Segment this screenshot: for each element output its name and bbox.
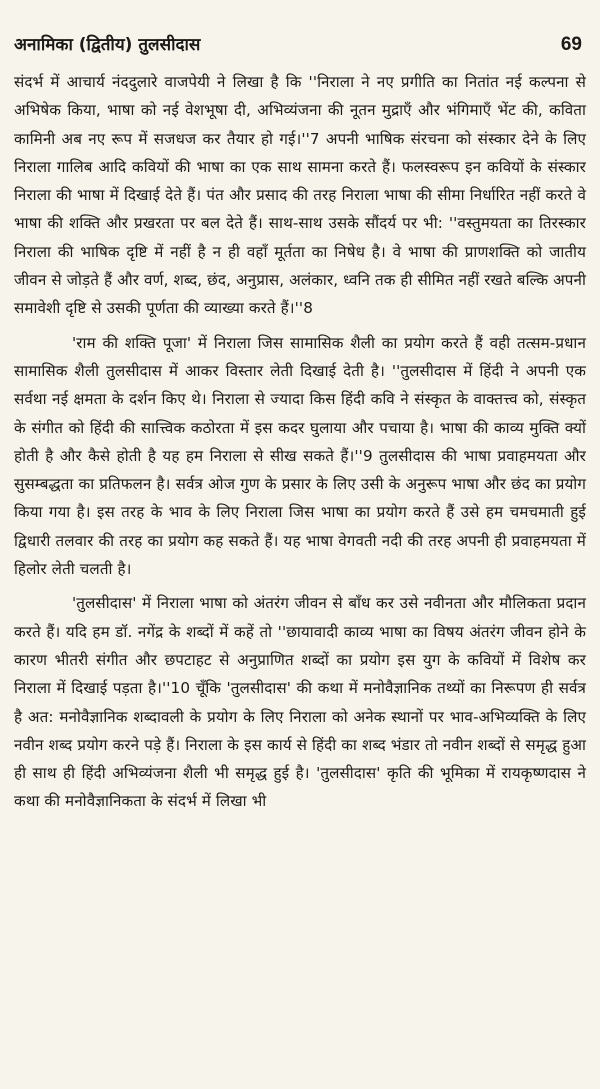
page-number: 69 bbox=[560, 34, 582, 55]
body-text bbox=[14, 68, 586, 816]
paragraph-2: 'राम की शक्ति पूजा' में निराला जिस सामासिक शैली का प्रयोग करते हैं वही तत्सम-प्रधान सामासिक शैली तुलसीदास में आकर विस्तार लेती दिखाई देती है। ''तुलसीदास में हिंदी ने अपनी एक सर्वथा नई क्षमता के दर्शन किए थे। निराला से ज्यादा किस हिंदी कवि ने संस्कृत के वाक्तत्त्व को, संस्कृत के संगीत को हिंदी की सात्त्विक कठोरता में इस कदर घुलाया और पचाया है। भाषा की काव्य मुक्ति क्यों होती है और कैसे होती है यह हम निराला से सीख सकते हैं।''9 तुलसीदास की भाषा प्रवाहमयता और सुसम्बद्धता का प्रतिफलन है। सर्वत्र ओज गुण के प्रसार के लिए उसी के अनुरूप भाषा और छंद का प्रयोग किया गया है। इस तरह के भाव के लिए निराला जिस भाषा का प्रयोग करते हैं उसे हम चमचमाती हुई द्विधारी तलवार की तरह का प्रयोग कह सकते हैं। यह भाषा वेगवती नदी की तरह अपनी ही प्रवाहमयता में हिलोर लेती चलती है। bbox=[14, 333, 586, 579]
paragraph-1: संदर्भ में आचार्य नंददुलारे वाजपेयी ने लिखा है कि ''निराला ने नए प्रगीति का नितांत नई कल्पना से अभिषेक किया, भाषा को नई वेशभूषा दी, अभिव्यंजना की नूतन मुद्राएँ और भंगिमाएँ भेंट की, कविता कामिनी अब नए रूप में सजधज कर तैयार हो गई।''7 अपनी भाषिक संरचना को संस्कार देने के लिए निराला गालिब आदि कवियों की भाषा का एक साथ सामना करते हैं। फलस्वरूप इन कवियों के संस्कार निराला की भाषा में दिखाई देते हैं। पंत और प्रसाद की तरह निराला भाषा की सीमा निर्धारित नहीं करते वे भाषा की शक्ति और प्रखरता पर बल देते हैं। साथ-साथ उसके सौंदर्य पर भी: ''वस्तुमयता का तिरस्कार निराला की भाषिक दृष्टि में नहीं है न ही वहाँ मूर्तता का निषेध है। वे भाषा की प्राणशक्ति को जातीय जीवन से जोड़ते हैं और वर्ण, शब्द, छंद, अनुप्रास, अलंकार, ध्वनि तक ही सीमित नहीं रखते बल्कि अपनी समावेशी दृष्टि से उसकी पूर्णता की व्याख्या करते हैं।''8 bbox=[14, 73, 586, 318]
page-header bbox=[14, 10, 586, 55]
paragraph-3: 'तुलसीदास' में निराला भाषा को अंतरंग जीवन से बाँध कर उसे नवीनता और मौलिकता प्रदान करते हैं। यदि हम डॉ. नगेंद्र के शब्दों में कहें तो ''छायावादी काव्य भाषा का विषय अंतरंग जीवन होने के कारण भीतरी संगीत और छपटाहट से अनुप्राणित शब्दों का प्रयोग इस युग के कवियों में विशेष कर निराला में दिखाई पड़ता है।''10 चूँकि 'तुलसीदास' की कथा में मनोवैज्ञानिक तथ्यों का निरूपण ही सर्वत्र है अत: मनोवैज्ञानिक शब्दावली के प्रयोग के लिए निराला को अनेक स्थानों पर भाव-अभिव्यक्ति के लिए नवीन शब्द प्रयोग करने पड़े हैं। निराला के इस कार्य से हिंदी का शब्द भंडार तो नवीन शब्दों से समृद्ध हुआ ही साथ ही हिंदी अभिव्यंजना शैली भी समृद्ध हुई है। 'तुलसीदास' कृति की भूमिका में रायकृष्णदास ने कथा की मनोवैज्ञानिकता के संदर्भ में लिखा भी bbox=[14, 594, 586, 811]
running-title: अनामिका (द्वितीय) तुलसीदास bbox=[14, 35, 201, 55]
